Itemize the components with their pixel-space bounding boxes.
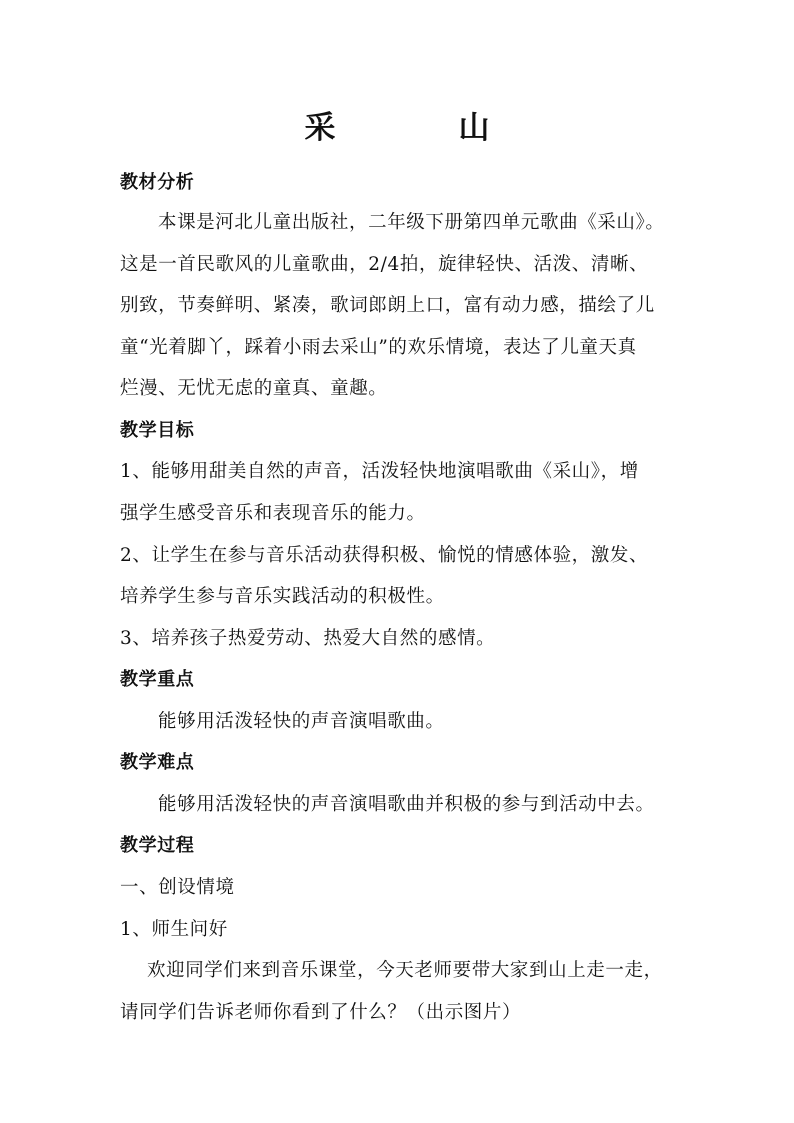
process-line: 请同学们告诉老师你看到了什么？（出示图片） — [120, 1002, 522, 1023]
analysis-line: 本课是河北儿童出版社，二年级下册第四单元歌曲《采山》。 — [158, 212, 665, 233]
difficulty-line: 能够用活泼轻快的声音演唱歌曲并积极的参与到活动中去。 — [158, 794, 655, 815]
section-heading-process: 教学过程 — [120, 835, 195, 856]
process-line: 欢迎同学们来到音乐课堂，今天老师要带大家到山上走一走， — [147, 960, 663, 981]
section-heading-goals: 教学目标 — [120, 420, 195, 441]
section-heading-difficulty: 教学难点 — [120, 752, 195, 773]
key-point-line: 能够用活泼轻快的声音演唱歌曲。 — [158, 711, 445, 732]
goals-line: 1、能够用甜美自然的声音，活泼轻快地演唱歌曲《采山》，增 — [120, 461, 639, 482]
goals-line: 培养学生参与音乐实践活动的积极性。 — [120, 586, 445, 607]
section-heading-analysis: 教材分析 — [120, 172, 195, 193]
analysis-line: 这是一首民歌风的儿童歌曲，2/4拍，旋律轻快、活泼、清晰、 — [120, 254, 649, 275]
process-line: 1、师生问好 — [120, 919, 228, 940]
goals-line: 3、培养孩子热爱劳动、热爱大自然的感情。 — [120, 628, 496, 649]
analysis-line: 童“光着脚丫，踩着小雨去采山”的欢乐情境，表达了儿童天真 — [120, 337, 637, 358]
document-title: 采 山 — [304, 110, 536, 146]
goals-line: 强学生感受音乐和表现音乐的能力。 — [120, 503, 426, 524]
process-line: 一、创设情境 — [120, 877, 235, 898]
goals-line: 2、让学生在参与音乐活动获得积极、愉悦的情感体验，激发、 — [120, 545, 649, 566]
analysis-line: 别致，节奏鲜明、紧凑，歌词郎朗上口，富有动力感，描绘了儿 — [120, 295, 655, 316]
section-heading-key-point: 教学重点 — [120, 669, 195, 690]
analysis-line: 烂漫、无忧无虑的童真、童趣。 — [120, 378, 388, 399]
